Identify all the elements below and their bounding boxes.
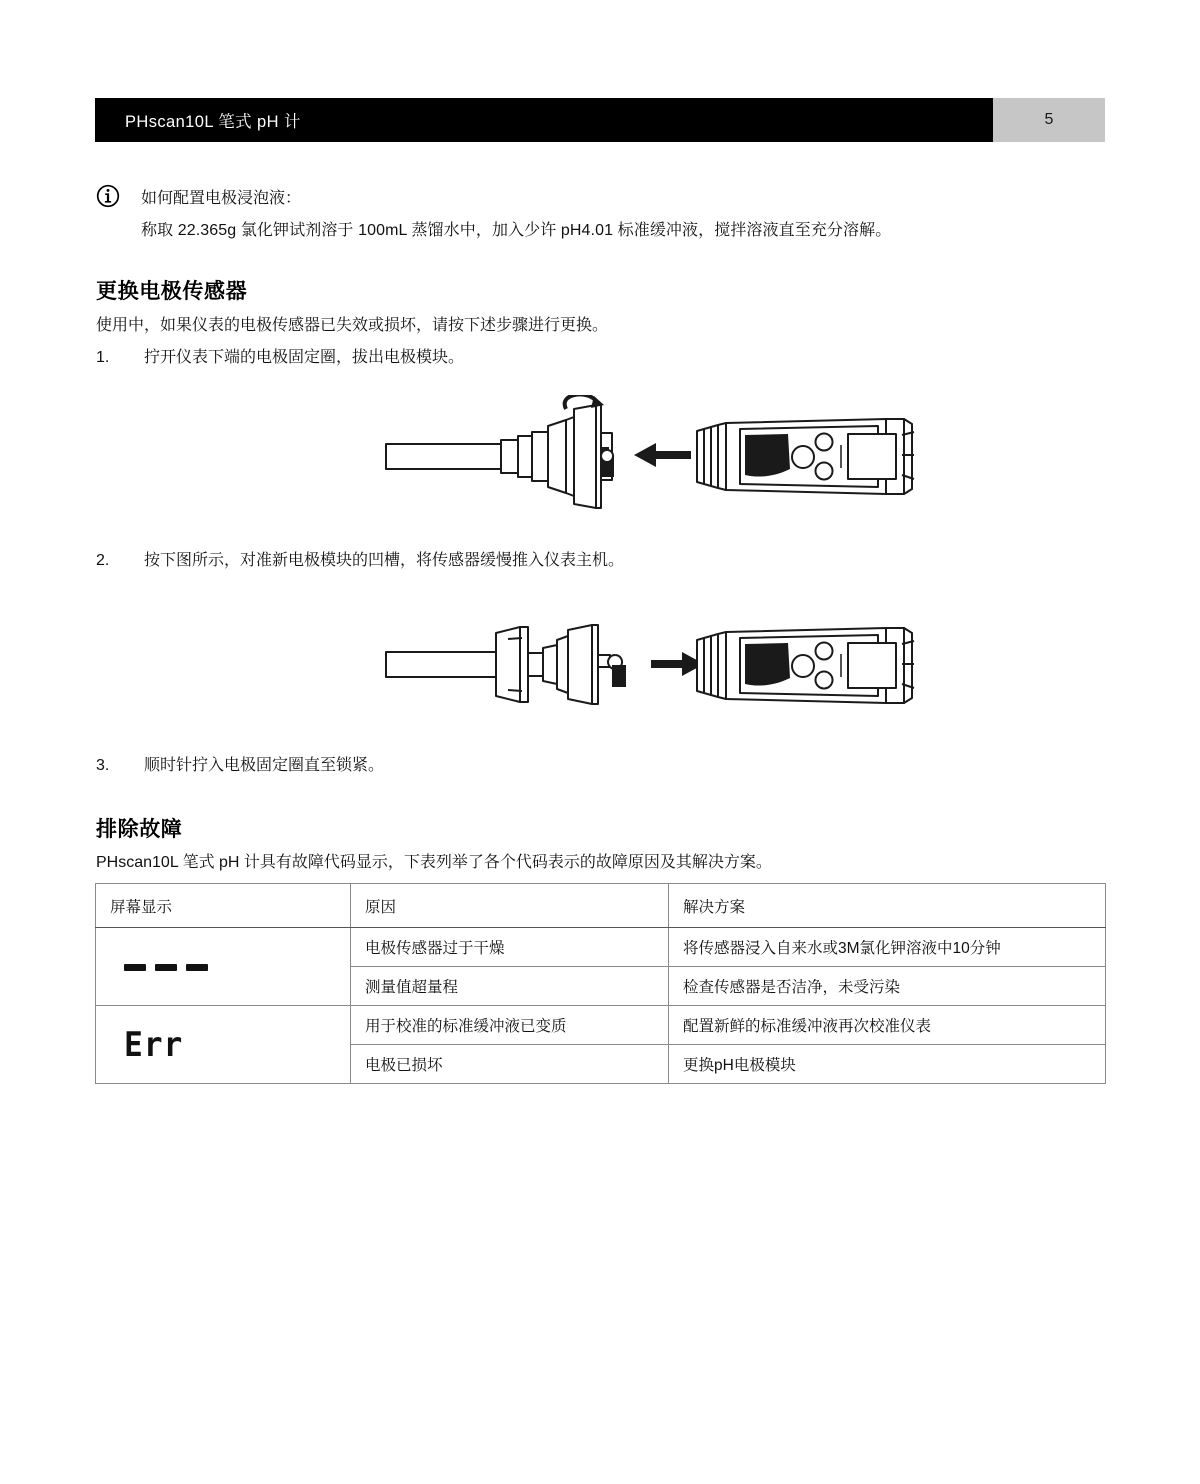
display-code-dashes [96, 928, 351, 1006]
heading-replace-sensor: 更换电极传感器 [96, 280, 248, 303]
info-note-block [96, 183, 1106, 247]
info-note-text [141, 183, 891, 247]
table-row [96, 928, 1106, 967]
step-3-number: 3. [96, 757, 110, 774]
table-header-solution: 解决方案 [669, 884, 1106, 928]
step-1-number: 1. [96, 349, 110, 366]
solution-cell: 配置新鲜的标准缓冲液再次校准仪表 [669, 1006, 1106, 1045]
page-number: 5 [1044, 111, 1054, 128]
step-3 [96, 753, 1106, 779]
cause-cell: 电极已损坏 [351, 1045, 669, 1084]
step-1-text: 拧开仪表下端的电极固定圈，拔出电极模块。 [144, 349, 465, 366]
step-3-text: 顺时针拧入电极固定圈直至锁紧。 [144, 757, 385, 774]
solution-cell: 检查传感器是否洁净，未受污染 [669, 967, 1106, 1006]
table-row [96, 1006, 1106, 1045]
paragraph-troubleshooting-intro: PHscan10L 笔式 pH 计具有故障代码显示，下表列举了各个代码表示的故障原因及其解决方案。 [96, 854, 772, 871]
cause-cell: 用于校准的标准缓冲液已变质 [351, 1006, 669, 1045]
figure-electrode-removal [96, 395, 1106, 525]
paragraph-replace-intro: 使用中，如果仪表的电极传感器已失效或损坏，请按下述步骤进行更换。 [96, 317, 609, 334]
info-circle-icon [96, 184, 120, 208]
cause-cell: 测量值超量程 [351, 967, 669, 1006]
step-2 [96, 548, 1106, 574]
heading-troubleshooting: 排除故障 [96, 818, 183, 841]
solution-cell: 更换pH电极模块 [669, 1045, 1106, 1084]
table-header-row [96, 884, 1106, 928]
page-title: PHscan10L 笔式 pH 计 [125, 113, 301, 131]
page-number-box [993, 98, 1105, 142]
lcd-dashes-glyph [124, 964, 208, 971]
header-title-bar [95, 98, 993, 142]
step-1 [96, 345, 1106, 371]
table-header-display: 屏幕显示 [96, 884, 351, 928]
lcd-err-glyph: Err [124, 1024, 184, 1065]
info-note-line-1: 如何配置电极浸泡液： [141, 190, 302, 207]
figure-electrode-insertion [96, 605, 1106, 730]
step-2-number: 2. [96, 552, 110, 569]
page-header [95, 98, 1105, 142]
display-code-err [96, 1006, 351, 1084]
troubleshooting-table [95, 883, 1106, 1084]
solution-cell: 将传感器浸入自来水或3M氯化钾溶液中10分钟 [669, 928, 1106, 967]
cause-cell: 电极传感器过于干燥 [351, 928, 669, 967]
info-note-line-2: 称取 22.365g 氯化钾试剂溶于 100mL 蒸馏水中，加入少许 pH4.01 标准缓冲液，搅拌溶液直至充分溶解。 [141, 222, 892, 239]
troubleshooting-table-wrap [95, 883, 1105, 1084]
table-header-cause: 原因 [351, 884, 669, 928]
step-2-text: 按下图所示，对准新电极模块的凹槽，将传感器缓慢推入仪表主机。 [144, 552, 625, 569]
